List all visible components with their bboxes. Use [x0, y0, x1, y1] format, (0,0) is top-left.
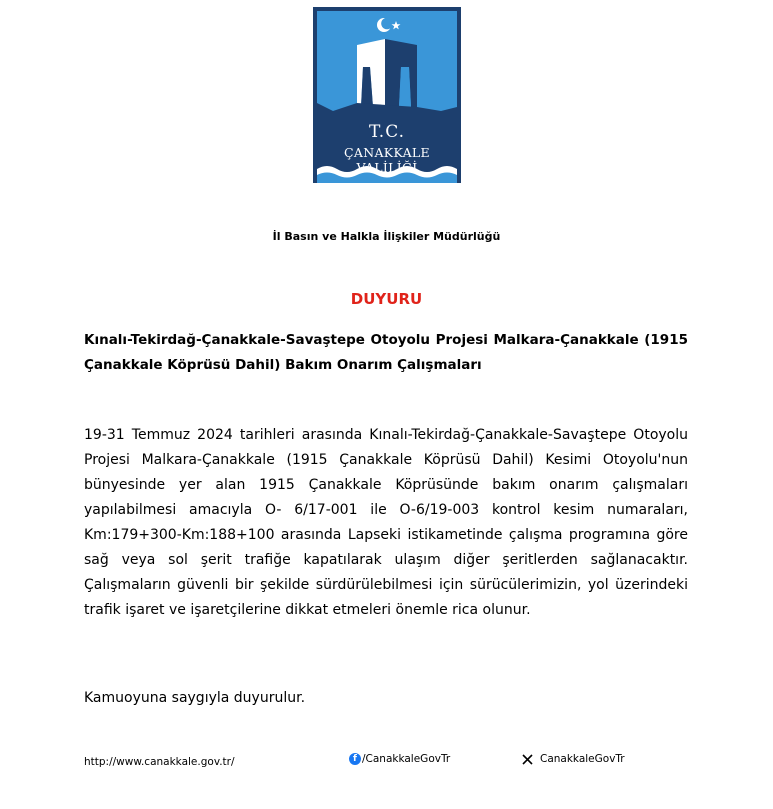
notice-body: 19-31 Temmuz 2024 tarihleri arasında Kınalı-Tekirdağ-Çanakkale-Savaştepe Otoyolu Projesi Malkara-Çanakkale (1915 Çanakkale Köprüsü Dahil) Kesimi Otoyolu'nun bünyesinde yer alan 1915 Çanakkale Köprüsünde bakım onarım çalışmaları yapılabilmesi amacıyla O- 6/17-001 ile O-6/19-003 kontrol kesim numaraları, Km:179+300-Km:188+100 arasında Lapseki istikametinde çalışma programına göre sağ veya sol şerit trafiğe kapatılarak ulaşım diğer şeritlerden sağlanacaktır. Çalışmaların güvenli bir şekilde sürdürülebilmesi için sürücülerimizin, yol üzerindeki trafik işaret ve işaretçilerine dikkat etmeleri önemle rica olunur.	[84, 427, 688, 618]
notice-closing: Kamuoyuna saygıyla duyurulur.	[84, 690, 306, 706]
facebook-icon: f	[349, 753, 361, 765]
logo-tc-text: T.C.	[368, 122, 406, 142]
department-title: İl Basın ve Halkla İlişkiler Müdürlüğü	[272, 230, 501, 243]
x-handle: CanakkaleGovTr	[540, 753, 625, 765]
notice-subject: Kınalı-Tekirdağ-Çanakkale-Savaştepe Otoyolu Projesi Malkara-Çanakkale (1915 Çanakkale Köprüsü Dahil) Bakım Onarım Çalışmaları	[84, 332, 688, 373]
facebook-handle: /CanakkaleGovTr	[362, 753, 451, 765]
governorship-logo	[313, 7, 461, 183]
logo-governorship-text: ÇANAKKALE VALİLİĞİ	[344, 145, 430, 175]
notice-title: DUYURU	[350, 290, 423, 308]
website-link[interactable]: http://www.canakkale.gov.tr/	[84, 756, 235, 768]
x-link[interactable]	[521, 753, 625, 765]
x-icon	[521, 753, 533, 765]
facebook-link[interactable]	[349, 753, 450, 765]
